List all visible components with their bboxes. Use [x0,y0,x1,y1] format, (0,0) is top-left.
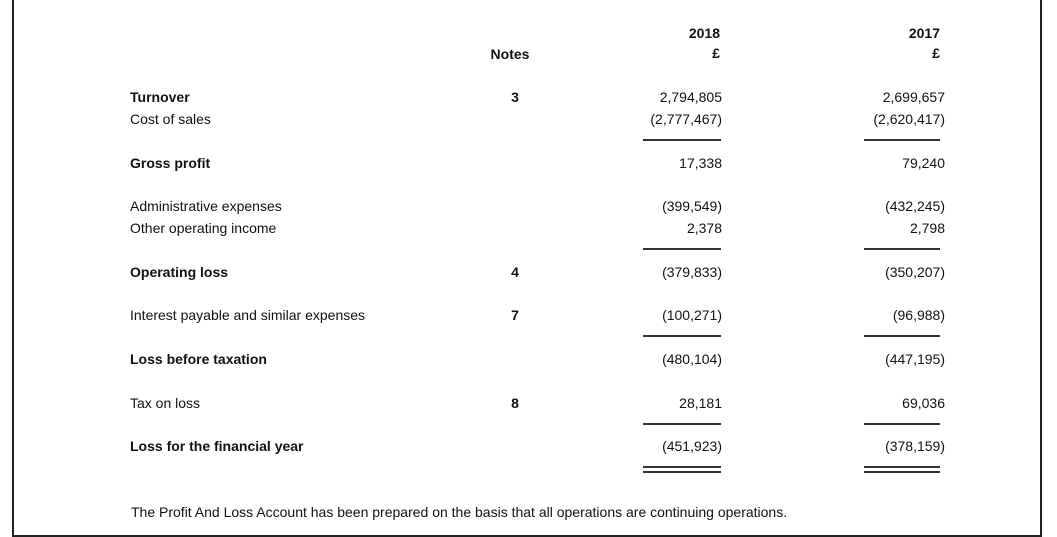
row-cost-of-sales [0,111,1057,131]
row-note: 3 [511,89,519,105]
value-2017: 2,798 [909,220,945,236]
value-2018: (379,833) [662,264,722,280]
value-2018: 17,338 [679,155,722,171]
row-tax-on-loss [0,395,1057,415]
value-2018: (451,923) [662,438,722,454]
value-2018: (480,104) [662,351,722,367]
row-interest-payable [0,307,1057,327]
row-label: Interest payable and similar expenses [130,307,366,323]
row-gross-profit [0,155,1057,175]
total-double-rule-2018-bottom [643,471,721,473]
value-2017: (2,620,417) [873,111,945,127]
total-double-rule-2017-top [864,466,940,468]
row-label: Other operating income [130,220,277,236]
row-label: Loss for the financial year [130,438,304,454]
row-label: Turnover [130,89,190,105]
row-turnover [0,89,1057,109]
row-note: 8 [511,395,519,411]
subtotal-rule-2018 [643,423,721,425]
row-label: Loss before taxation [130,351,267,367]
subtotal-rule-2017 [864,423,940,425]
value-2018: (399,549) [662,198,722,214]
row-loss-for-financial-year [0,438,1057,458]
subtotal-rule-2018 [643,335,721,337]
notes-header: Notes [490,46,530,62]
row-loss-before-taxation [0,351,1057,371]
row-label: Cost of sales [130,111,211,127]
footnote: The Profit And Loss Account has been prepared on the basis that all operations are continuing operations. [131,504,788,520]
row-administrative-expenses [0,198,1057,218]
value-2017: (378,159) [885,438,945,454]
value-2018: 28,181 [679,395,722,411]
value-2018: (100,271) [662,307,722,323]
currency-2018-header: £ [712,45,720,61]
value-2017: (432,245) [885,198,945,214]
row-label: Operating loss [130,264,229,280]
value-2018: (2,777,467) [650,111,722,127]
value-2017: (350,207) [885,264,945,280]
subtotal-rule-2017 [864,248,940,250]
row-note: 4 [511,264,519,280]
value-2017: (96,988) [892,307,945,323]
row-label: Tax on loss [130,395,201,411]
row-other-operating-income [0,220,1057,240]
row-label: Gross profit [130,155,211,171]
value-2018: 2,378 [686,220,722,236]
subtotal-rule-2017 [864,335,940,337]
row-note: 7 [511,307,519,323]
subtotal-rule-2017 [864,139,940,141]
row-label: Administrative expenses [130,198,282,214]
row-operating-loss [0,264,1057,284]
subtotal-rule-2018 [643,139,721,141]
total-double-rule-2017-bottom [864,471,940,473]
total-double-rule-2018-top [643,466,721,468]
value-2017: 79,240 [902,155,945,171]
value-2017: 2,699,657 [882,89,945,105]
subtotal-rule-2018 [643,248,721,250]
currency-2017-header: £ [932,45,940,61]
value-2017: (447,195) [885,351,945,367]
value-2017: 69,036 [902,395,945,411]
value-2018: 2,794,805 [659,89,722,105]
year-2017-header: 2017 [908,25,940,41]
year-2018-header: 2018 [688,25,720,41]
